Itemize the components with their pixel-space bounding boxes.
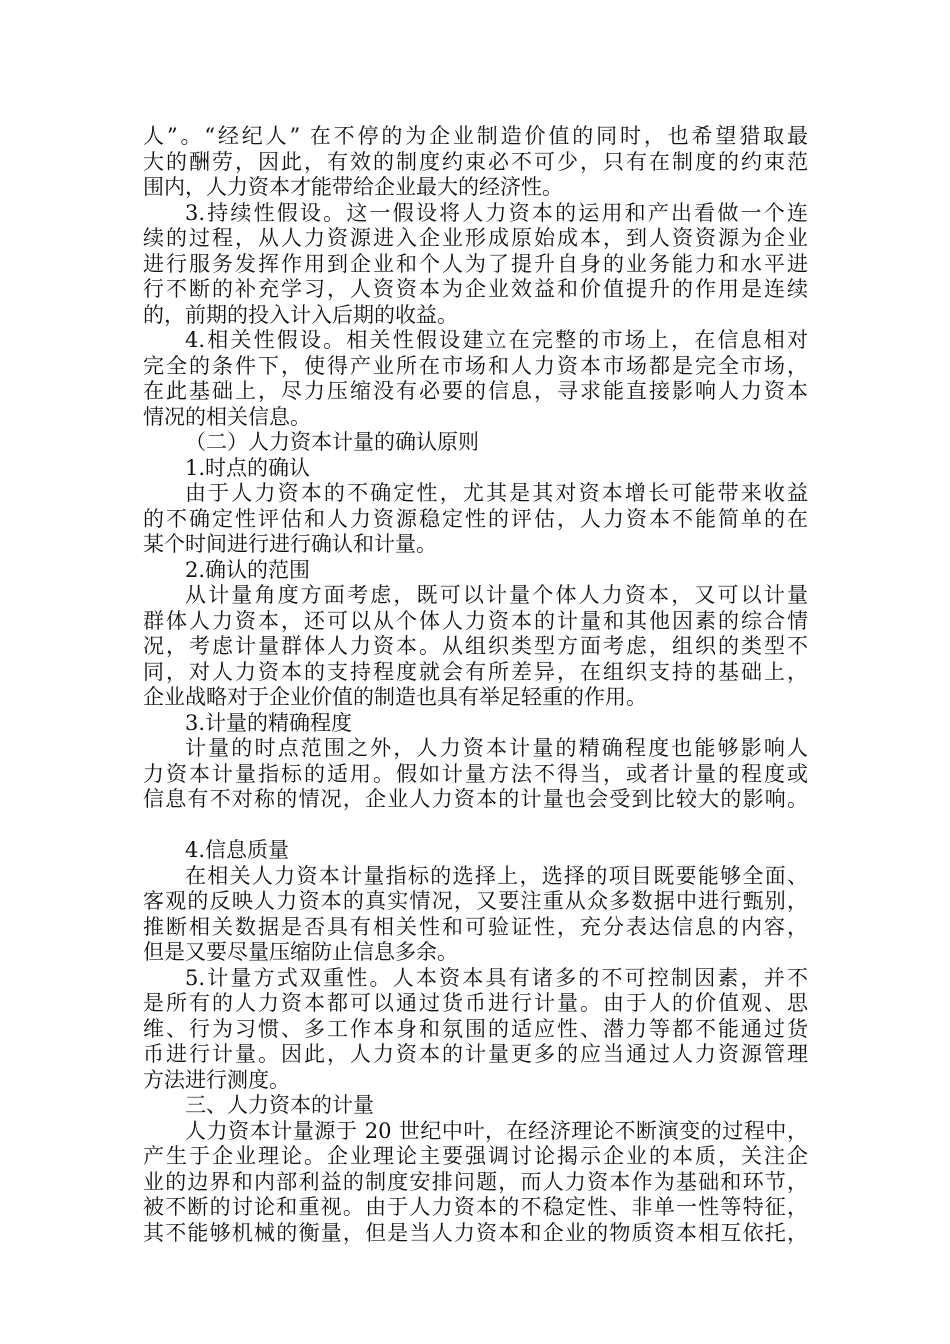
text-line: 3.持续性假设。这一假设将人力资本的运用和产出看做一个连 — [185, 200, 808, 225]
blank-line — [143, 813, 808, 839]
text-line: （二）人力资本计量的确认原则 — [185, 430, 479, 454]
text-line: 业的边界和内部利益的制度安排问题，而人力资本作为基础和环节， — [143, 1169, 808, 1194]
text-line: 但是又要尽量压缩防止信息多余。 — [143, 940, 458, 964]
text-line: 4.信息质量 — [185, 838, 290, 862]
text-line: 况，考虑计量群体人力资本。从组织类型方面考虑，组织的类型不 — [143, 634, 808, 658]
text-line: 计量的时点范围之外，人力资本计量的精确程度也能够影响人 — [185, 736, 808, 760]
text-line: 4.相关性假设。相关性假设建立在完整的市场上，在信息相对 — [185, 328, 808, 352]
text-line: 在相关人力资本计量指标的选择上，选择的项目既要能够全面、 — [185, 863, 808, 888]
text-line: 3.计量的精确程度 — [185, 710, 353, 735]
text-line: 币进行计量。因此，人力资本的计量更多的应当通过人力资源管理 — [143, 1042, 808, 1066]
text-line: 群体人力资本，还可以从个体人力资本的计量和其他因素的综合情 — [143, 608, 808, 633]
text-line: 5.计量方式双重性。人本资本具有诸多的不可控制因素，并不 — [185, 965, 808, 990]
text-line: 其不能够机械的衡量，但是当人力资本和企业的物质资本相互依托， — [143, 1220, 808, 1245]
text-line: 大的酬劳，因此，有效的制度约束必不可少，只有在制度的约束范 — [143, 149, 808, 174]
text-line: 续的过程，从人力资源进入企业形成原始成本，到人资资源为企业 — [143, 226, 808, 250]
text-line: 的，前期的投入计入后期的收益。 — [143, 302, 458, 327]
text-line: 2.确认的范围 — [185, 557, 311, 582]
text-line: 由于人力资本的不确定性，尤其是其对资本增长可能带来收益 — [185, 481, 808, 505]
text-line: 在此基础上，尽力压缩没有必要的信息，寻求能直接影响人力资本 — [143, 379, 808, 403]
text-line: 从计量角度方面考虑，既可以计量个体人力资本，又可以计量 — [185, 583, 808, 607]
text-line: 人”。“经纪人” 在不停的为企业制造价值的同时，也希望猎取最 — [143, 124, 808, 148]
document-page — [143, 124, 808, 1246]
text-line: 同，对人力资本的支持程度就会有所差异，在组织支持的基础上， — [143, 659, 808, 684]
text-line: 信息有不对称的情况，企业人力资本的计量也会受到比较大的影响。 — [143, 787, 808, 811]
text-line: 产生于企业理论。企业理论主要强调讨论揭示企业的本质，关注企 — [143, 1144, 808, 1168]
text-line: 行不断的补充学习，人资资本为企业效益和价值提升的作用是连续 — [143, 277, 808, 301]
text-line: 某个时间进行进行确认和计量。 — [143, 532, 437, 556]
text-line: 维、行为习惯、多工作本身和氛围的适应性、潜力等都不能通过货 — [143, 1016, 808, 1041]
text-line: 力资本计量指标的适用。假如计量方法不得当，或者计量的程度或 — [143, 761, 808, 786]
text-line: 是所有的人力资本都可以通过货币进行计量。由于人的价值观、思 — [143, 991, 808, 1015]
text-line: 三、人力资本的计量 — [185, 1093, 374, 1117]
text-line: 进行服务发挥作用到企业和个人为了提升自身的业务能力和水平进 — [143, 251, 808, 276]
text-line: 1.时点的确认 — [185, 455, 311, 480]
text-line: 围内，人力资本才能带给企业最大的经济性。 — [143, 175, 563, 199]
text-line: 方法进行测度。 — [143, 1067, 290, 1092]
text-line: 企业战略对于企业价值的制造也具有举足轻重的作用。 — [143, 685, 647, 709]
text-line: 的不确定性评估和人力资源稳定性的评估，人力资本不能简单的在 — [143, 506, 808, 531]
text-line: 被不断的讨论和重视。由于人力资本的不稳定性、非单一性等特征， — [143, 1195, 808, 1219]
text-line: 客观的反映人力资本的真实情况，又要注重从众多数据中进行甄别， — [143, 889, 808, 913]
text-line: 人力资本计量源于 20 世纪中叶，在经济理论不断演变的过程中， — [185, 1118, 808, 1143]
text-line: 完全的条件下，使得产业所在市场和人力资本市场都是完全市场， — [143, 353, 808, 378]
text-line: 情况的相关信息。 — [143, 404, 311, 429]
text-line: 推断相关数据是否具有相关性和可验证性，充分表达信息的内容， — [143, 914, 808, 939]
